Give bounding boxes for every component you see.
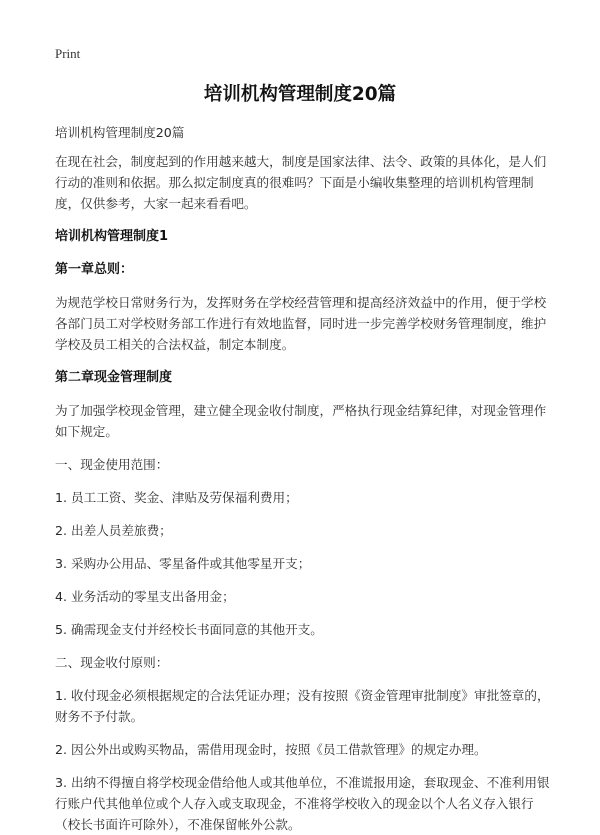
list-item: 3. 出纳不得擅自将学校现金借给他人或其他单位，不准谎报用途，套取现金、不准利用银行账户代其他单位或个人存入或支取现金，不准将学校收入的现金以个人名义存入银行（校长书面许可除外），不准保留帐外公款。	[55, 775, 550, 832]
list-item: 2. 出差人员差旅费；	[55, 523, 172, 538]
list-item: 1. 员工工资、奖金、津贴及劳保福利费用；	[55, 490, 298, 505]
list-item: 5. 确需现金支付并经校长书面同意的其他开支。	[55, 622, 323, 637]
chapter-heading: 第二章现金管理制度	[55, 370, 173, 385]
list-heading: 一、现金使用范围：	[55, 457, 169, 472]
section-heading: 培训机构管理制度1	[55, 229, 169, 244]
list-heading: 二、现金收付原则：	[55, 655, 169, 670]
chapter-heading: 第一章总则：	[55, 262, 134, 277]
list-item: 1. 收付现金必须根据规定的合法凭证办理；没有按照《资金管理审批制度》审批签章的，财务不予付款。	[55, 688, 550, 724]
paragraph: 为规范学校日常财务行为，发挥财务在学校经营管理和提高经济效益中的作用，便于学校各部门员工对学校财务部工作进行有效地监督，同时进一步完善学校财务管理制度，维护学校及员工相关的合法权益，制定本制度。	[55, 295, 547, 352]
paragraph: 为了加强学校现金管理，建立健全现金收付制度，严格执行现金结算纪律，对现金管理作如下规定。	[55, 403, 547, 439]
document-body	[55, 122, 555, 835]
intro-paragraph: 在现在社会，制度起到的作用越来越大，制度是国家法律、法令、政策的具体化，是人们行动的准则和依据。那么拟定制度真的很难吗？下面是小编收集整理的培训机构管理制度，仅供参考，大家一起来看看吧。	[55, 154, 547, 211]
print-link[interactable]: Print	[55, 46, 81, 61]
list-item: 4. 业务活动的零星支出备用金；	[55, 589, 235, 604]
list-item: 2. 因公外出或购买物品，需借用现金时，按照《员工借款管理》的规定办理。	[55, 742, 487, 757]
page-title: 培训机构管理制度20篇	[203, 84, 397, 105]
list-item: 3. 采购办公用品、零星备件或其他零星开支；	[55, 556, 311, 571]
subtitle-line: 培训机构管理制度20篇	[55, 125, 185, 140]
